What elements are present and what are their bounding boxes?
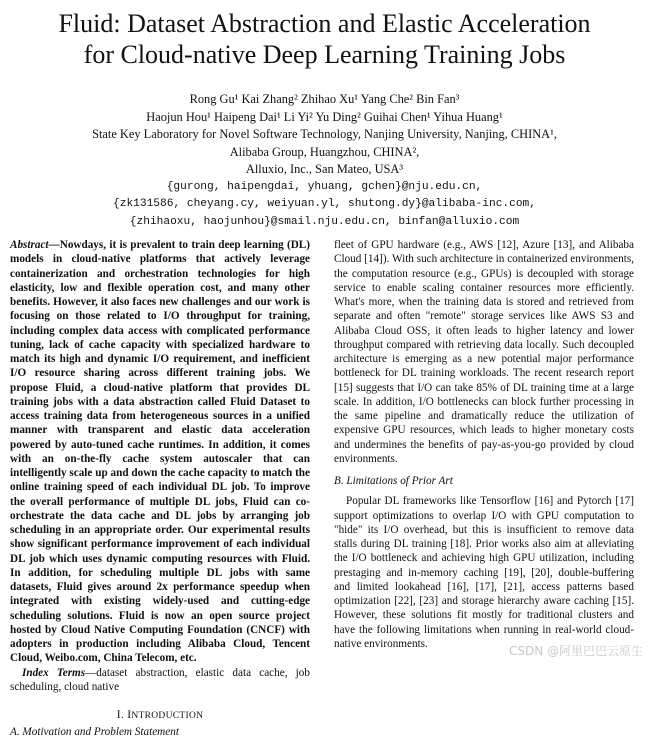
affiliation-3: Alluxio, Inc., San Mateo, USA³ (245, 162, 404, 176)
left-column (10, 238, 310, 740)
title-line-1: Fluid: Dataset Abstraction and Elastic Acceleration (58, 9, 591, 38)
index-terms-lead: Index Terms (22, 666, 86, 679)
paper-title (0, 8, 649, 70)
abstract-text: —Nowdays, it is prevalent to train deep learning (DL) models in cloud-native platforms that actively leverage containerization and orchestration technologies for high elasticity, low and flexible operation cost, and many other benefits. However, it also faces new challenges and our work is focusing on those related to I/O throughput for training, including complex data access with complicated performance tuning, lack of cache capacity with specialized hardware to match its high and dynamic I/O requirement, and inefficient I/O resource sharing across different training jobs. We propose Fluid, a cloud-native platform that provides DL training jobs with a data abstraction called Fluid Dataset to access training data from heterogeneous sources in a unified manner with transparent and elastic data acceleration powered by auto-tuned cache runtimes. In addition, it comes with an on-the-fly cache system autoscaler that can intelligently scale up and down the cache capacity to match the online training speed of each individual DL job. To improve the overall performance of multiple DL jobs, Fluid can co-orchestrate the data cache and DL jobs by arranging job scheduling in an appropriate order. Our experimental results show significant performance improvement of each individual DL job which uses dynamic computing resources with Fluid. In addition, for scheduling multiple DL jobs with same datasets, Fluid gives around 2x performance speedup when integrated with existing widely-used and cutting-edge scheduling solutions. Fluid is now an open source project hosted by Cloud Native Computing Foundation (CNCF) with adopters in production including Alibaba Cloud, Tencent Cloud, Weibo.com, China Telecom, etc. (10, 239, 310, 665)
emails-1: {gurong, haipengdai, yhuang, gchen}@nju.edu.cn, (166, 180, 483, 193)
subsection-heading-b: B. Limitations of Prior Art (334, 475, 453, 487)
authors-line-2: Haojun Hou¹ Haipeng Dai¹ Li Yi² Yu Ding² Guihai Chen¹ Yihua Huang¹ (146, 109, 503, 124)
watermark: CSDN @阿里巴巴云原生 (508, 644, 643, 658)
affiliation-2: Alibaba Group, Huangzhou, CHINA², (229, 144, 420, 159)
abstract-lead: Abstract (10, 239, 49, 251)
body-paragraph-2: Popular DL frameworks like Tensorflow [16] and Pytorch [17] support optimizations to overlap I/O with GPU computation to "hide" its I/O overhead, but this is insufficient to remove data stalls during DL training [18]. Prior works also aim at alleviating the I/O bottleneck and achieving high GPU utilization, including prestaging and in-memory caching [19], [20], double-buffering and limited lookahead [16], [17], [21], access patterns based optimization [22], [23] and storage hierarchy aware caching [15]. However, these solutions fit mostly for traditional clusters and have the following limitations when running in real-world cloud-native environments. (334, 495, 634, 650)
authors-line-1: Rong Gu¹ Kai Zhang² Zhihao Xu¹ Yang Che² Bin Fan³ (189, 92, 460, 106)
section-title-rest: NTRODUCTION (131, 711, 204, 721)
section-number: I. (116, 709, 125, 721)
abstract (10, 238, 310, 666)
index-terms-text: —dataset abstraction, elastic data cache, job scheduling, cloud native (10, 666, 310, 693)
title-line-2: for Cloud-native Deep Learning Training Jobs (83, 40, 566, 69)
emails-3: {zhihaoxu, haojunhou}@smail.nju.edu.cn, binfan@alluxio.com (129, 215, 520, 228)
author-block (0, 91, 649, 231)
section-title-initial: I (127, 709, 132, 721)
affiliation-1: State Key Laboratory for Novel Software Technology, Nanjing University, Nanjing, CHINA¹, (92, 127, 557, 141)
subsection-heading-a: A. Motivation and Problem Statement (10, 726, 179, 739)
body-paragraph-1: fleet of GPU hardware (e.g., AWS [12], Azure [13], and Alibaba Cloud [14]). With such architecture in containerized environments, the computation resource (e.g., GPUs) is decoupled with storage service to enable scaling container resources more efficiently. What's more, when the training data is stored and retrieved from separate and often "remote" storage services like AWS S3 and Alibaba Cloud OSS, it often leads to higher latency and lower throughput compared with retrieving data locally. Such decoupled architecture is emerging as a new potential major performance bottleneck for DL training workloads. The recent research report [15] suggests that I/O can take 85% of DL training time at a large scale. In addition, I/O bottlenecks can block further processing in the same pipeline and dramatically reduce the utilization of expensive GPU resources, which leads to higher monetary costs and undermines the benefits of pay-as-you-go provided by cloud environments. (334, 239, 634, 465)
section-heading (10, 708, 310, 723)
index-terms (10, 666, 310, 695)
emails-2: {zk131586, cheyang.cy, weiyuan.yl, shutong.dy}@alibaba-inc.com, (113, 198, 536, 210)
right-column (334, 238, 634, 651)
